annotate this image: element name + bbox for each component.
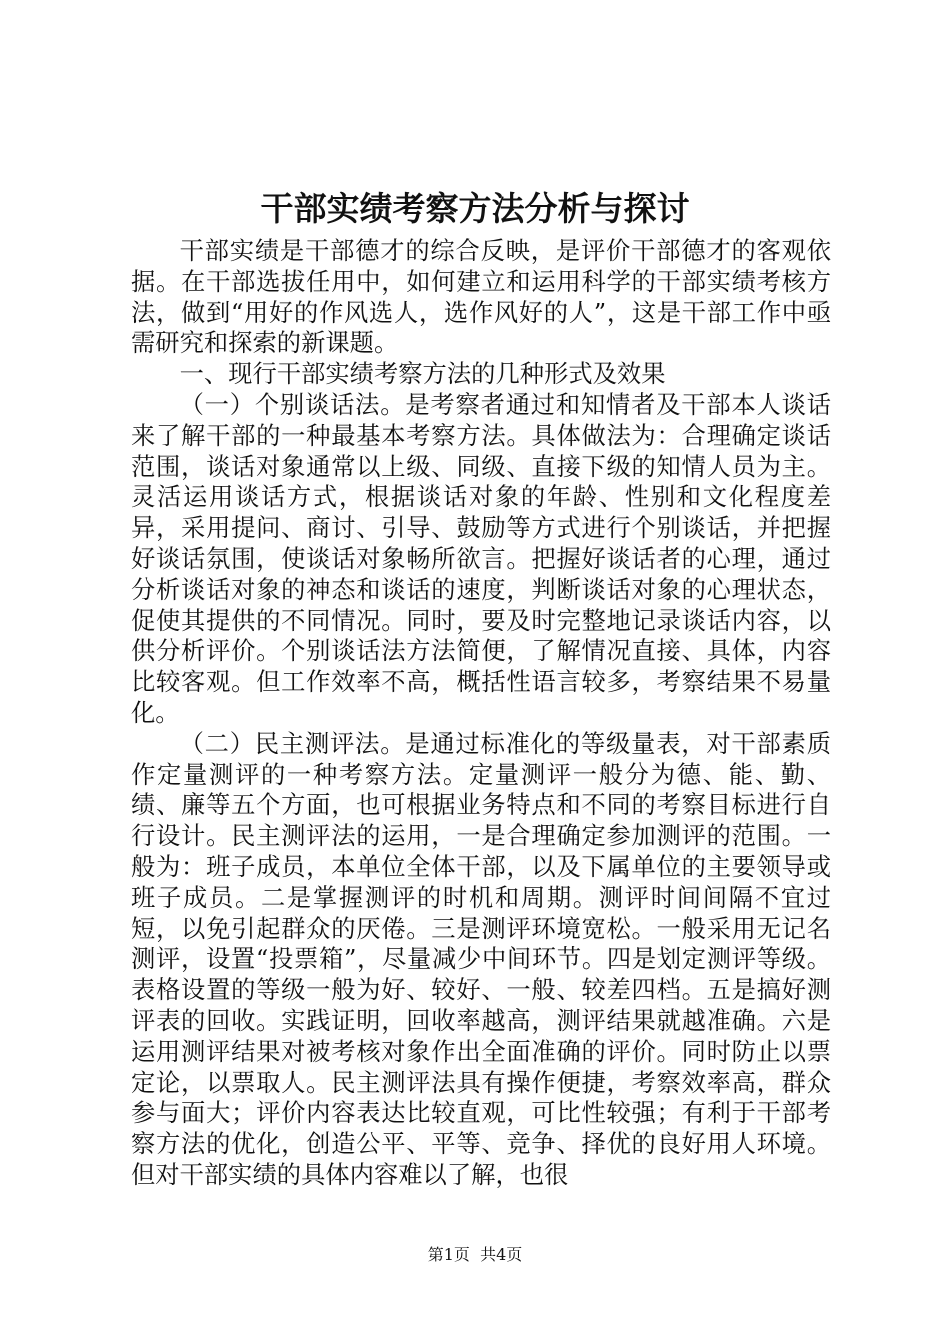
- document-body: [131, 236, 831, 1191]
- paragraph-democratic-evaluation: （二）民主测评法。是通过标准化的等级量表，对干部素质作定量测评的一种考察方法。定量测评一般分为德、能、勤、绩、廉等五个方面，也可根据业务特点和不同的考察目标进行自行设计。民主测评法的运用，一是合理确定参加测评的范围。一般为：班子成员，本单位全体干部，以及下属单位的主要领导或班子成员。二是掌握测评的时机和周期。测评时间间隔不宜过短，以免引起群众的厌倦。三是测评环境宽松。一般采用无记名测评，设置“投票箱”，尽量减少中间环节。四是划定测评等级。表格设置的等级一般为好、较好、一般、较差四档。五是搞好测评表的回收。实践证明，回收率越高，测评结果就越准确。六是运用测评结果对被考核对象作出全面准确的评价。同时防止以票定论，以票取人。民主测评法具有操作便捷，考察效率高，群众参与面大；评价内容表达比较直观，可比性较强；有利于干部考察方法的优化，创造公平、平等、竞争、择优的良好用人环境。但对干部实绩的具体内容难以了解，也很: [131, 728, 831, 1189]
- page-total: 共4页: [480, 1245, 523, 1264]
- paragraph-individual-talk: （一）个别谈话法。是考察者通过和知情者及干部本人谈话来了解干部的一种最基本考察方法。具体做法为：合理确定谈话范围，谈话对象通常以上级、同级、直接下级的知情人员为主。灵活运用谈话方式，根据谈话对象的年龄、性别和文化程度差异，采用提问、商讨、引导、鼓励等方式进行个别谈话，并把握好谈话氛围，使谈话对象畅所欲言。把握好谈话者的心理，通过分析谈话对象的神态和谈话的速度，判断谈话对象的心理状态，促使其提供的不同情况。同时，要及时完整地记录谈话内容，以供分析评价。个别谈话法方法简便，了解情况直接、具体，内容比较客观。但工作效率不高，概括性语言较多，考察结果不易量化。: [131, 389, 831, 727]
- document-title: 干部实绩考察方法分析与探讨: [260, 189, 690, 228]
- page-number: 第1页: [427, 1245, 470, 1264]
- paragraph-intro: 干部实绩是干部德才的综合反映，是评价干部德才的客观依据。在干部选拔任用中，如何建立和运用科学的干部实绩考核方法，做到“用好的作风选人，选作风好的人”，这是干部工作中亟需研究和探索的新课题。: [131, 236, 831, 358]
- section-heading-1: 一、现行干部实绩考察方法的几种形式及效果: [179, 359, 666, 389]
- page-footer: [0, 1244, 950, 1266]
